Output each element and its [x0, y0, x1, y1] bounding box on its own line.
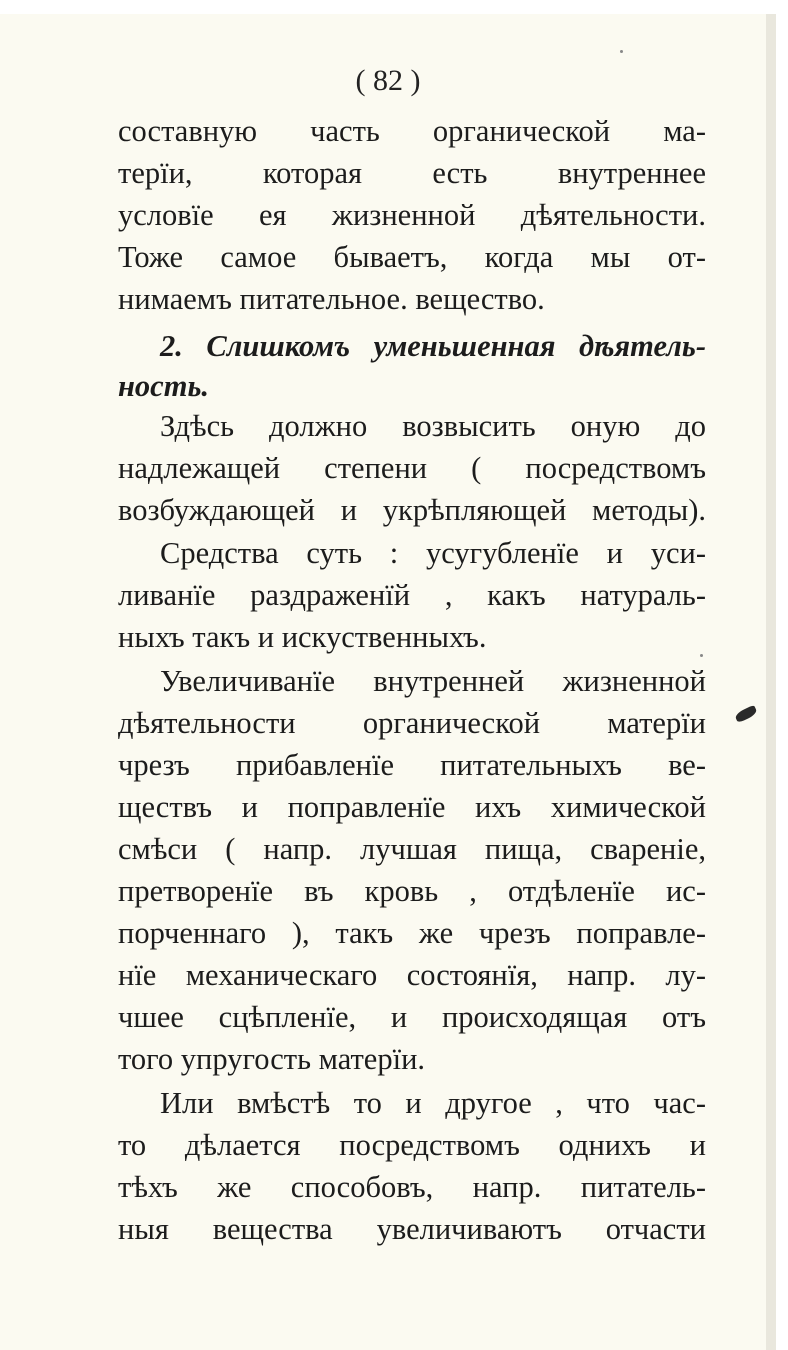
text-line: того упругость матерїи.: [118, 1042, 426, 1076]
text-line: надлежащей степени ( посредствомъ: [118, 451, 706, 485]
text-line: порченнаго ), такъ же чрезъ поправле-: [118, 916, 706, 950]
section-heading: 2. Слишкомъ уменьшенная дѣятель-: [160, 329, 706, 363]
text-line: Средства суть : усугубленїе и уси-: [160, 536, 706, 570]
text-line: чшее сцѣпленїе, и происходящая отъ: [118, 1000, 706, 1034]
speck: [620, 50, 623, 53]
text-line: терїи, которая есть внутреннее: [118, 156, 706, 190]
text-line: претворенїе въ кровь , отдѣленїе ис-: [118, 874, 706, 908]
text-line: тѣхъ же способовъ, напр. питатель-: [118, 1170, 706, 1204]
speck: [700, 654, 703, 657]
section-heading-cont: ность.: [118, 369, 210, 403]
text-line: нимаемъ питательное. вещество.: [118, 282, 545, 316]
scan-margin: [0, 0, 788, 14]
text-line: Или вмѣстѣ то и другое , что час-: [160, 1086, 706, 1120]
text-line: чрезъ прибавленїе питательныхъ ве-: [118, 748, 706, 782]
text-line: Тоже самое бываетъ, когда мы от-: [118, 240, 706, 274]
text-line: нїе механическаго состоянїя, напр. лу-: [118, 958, 706, 992]
text-line: Увеличиванїе внутренней жизненной: [160, 664, 706, 698]
text-line: Здѣсь должно возвысить оную до: [160, 409, 706, 443]
text-line: возбуждающей и укрѣпляющей методы).: [118, 493, 706, 527]
page-number: ( 82 ): [355, 64, 421, 97]
text-line: ществъ и поправленїе ихъ химической: [118, 790, 706, 824]
text-line: ныхъ такъ и искуственныхъ.: [118, 620, 487, 654]
book-page: [0, 14, 776, 1350]
text-line: то дѣлается посредствомъ однихъ и: [118, 1128, 706, 1162]
text-line: составную часть органической ма-: [118, 114, 706, 148]
text-line: смѣси ( напр. лучшая пища, свареніе,: [118, 832, 706, 866]
text-line: ливанїе раздраженїй , какъ натураль-: [118, 578, 706, 612]
text-line: условїе ея жизненной дѣятельности.: [118, 198, 706, 232]
text-line: ныя вещества увеличиваютъ отчасти: [118, 1212, 706, 1246]
text-line: дѣятельности органической матерїи: [118, 706, 706, 740]
ink-smudge: [734, 705, 758, 723]
